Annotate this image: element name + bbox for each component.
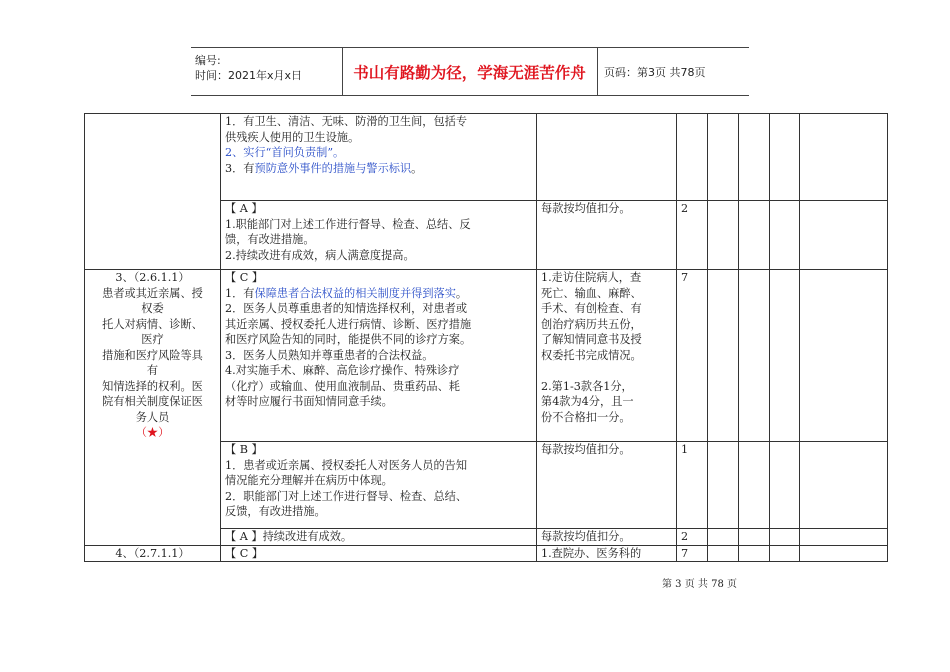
content-line: 【 A 】 — [225, 202, 263, 215]
page-number-label: 页码：第3页 共78页 — [604, 66, 706, 79]
content-line: 3．医务人员熟知并尊重患者的合法权益。 — [225, 348, 434, 362]
content-line: 1.职能部门对上述工作进行督导、检查、总结、反 — [225, 217, 471, 231]
content-line: 4.对实施手术、麻醉、高危诊疗操作、特殊诊疗 — [225, 364, 460, 377]
grade-cell — [708, 114, 739, 201]
content-line: 馈，有改进措施。 — [225, 233, 315, 246]
content-line: 2.持续改进有成效，病人满意度提高。 — [225, 248, 415, 262]
content-text: 。 — [455, 286, 468, 300]
time-label: 时间：2021年x月x日 — [195, 69, 303, 82]
method-cell — [537, 270, 677, 442]
grade-cell — [708, 270, 739, 442]
content-cell — [221, 114, 537, 201]
grade-cell — [739, 270, 770, 442]
content-line: 2．职能部门对上述工作进行督导、检查、总结、 — [225, 489, 468, 503]
grade-cell — [800, 545, 888, 562]
item-line: 医疗 — [141, 333, 164, 346]
grade-cell — [708, 442, 739, 529]
content-line: 2、实行“首问负责制”。 — [225, 146, 345, 159]
item-line: 院有相关制度保证医 — [102, 395, 203, 408]
content-line: （化疗）或输血、使用血液制品、贵重药品、耗 — [225, 379, 460, 393]
evaluation-table — [84, 113, 888, 562]
item-line: 托人对病情、诊断、 — [102, 317, 203, 331]
method-line: 权委托书完成情况。 — [541, 348, 642, 362]
grade-cell — [739, 529, 770, 546]
method-cell: 每款按均值扣分。 — [537, 529, 677, 546]
score-cell: 1 — [677, 442, 708, 529]
method-cell: 每款按均值扣分。 — [537, 442, 677, 529]
item-cell: 4、（2.7.1.1） — [85, 545, 221, 562]
content-cell: 【 C 】 — [221, 545, 537, 562]
content-line: 【 B 】 — [225, 443, 263, 456]
content-line: 1．有卫生、清洁、无味、防滑的卫生间，包括专 — [225, 115, 468, 128]
content-line: 1．患者或近亲属、授权委托人对医务人员的告知 — [225, 458, 468, 472]
item-cell — [85, 114, 221, 270]
table-row — [85, 114, 888, 201]
content-text: 1．有 — [225, 286, 255, 300]
method-line: 死亡、输血、麻醉、 — [541, 286, 642, 300]
grade-cell — [770, 545, 800, 562]
grade-cell — [739, 114, 770, 201]
method-spacer — [541, 363, 672, 379]
header-info — [195, 53, 302, 83]
grade-cell — [739, 545, 770, 562]
content-cell — [221, 270, 537, 442]
content-line — [225, 286, 532, 302]
method-cell — [537, 114, 677, 201]
item-line: 权委 — [141, 302, 164, 315]
method-line: 创治疗病历共五份， — [541, 317, 642, 331]
grade-cell — [708, 545, 739, 562]
table-row — [85, 545, 888, 562]
grade-cell — [800, 442, 888, 529]
grade-cell — [770, 529, 800, 546]
content-line: 和医疗风险告知的同时，能提供不同的诊疗方案。 — [225, 333, 472, 346]
score-cell: 7 — [677, 270, 708, 442]
content-cell — [221, 442, 537, 529]
content-line: 2．医务人员尊重患者的知情选择权利，对患者或 — [225, 302, 468, 315]
content-highlight: 保障患者合法权益的相关制度并得到落实 — [254, 286, 456, 300]
grade-cell — [739, 442, 770, 529]
score-cell: 2 — [677, 529, 708, 546]
content-line: 3．有预防意外事件的措施与警示标识。 — [225, 161, 423, 175]
content-cell — [221, 201, 537, 270]
score-cell: 2 — [677, 201, 708, 270]
method-line: 份不合格扣一分。 — [541, 410, 631, 424]
star-mark: （★） — [135, 426, 170, 439]
header-divider — [597, 48, 598, 95]
header-motto: 书山有路勤为径，学海无涯苦作舟 — [353, 63, 586, 82]
grade-cell — [708, 201, 739, 270]
grade-cell — [770, 442, 800, 529]
item-line: 务人员 — [135, 410, 170, 424]
score-cell: 7 — [677, 545, 708, 562]
score-cell — [677, 114, 708, 201]
grade-cell — [800, 201, 888, 270]
item-line: 知情选择的权利。医 — [102, 379, 203, 393]
grade-cell — [770, 270, 800, 442]
grade-cell — [708, 529, 739, 546]
method-line: 手术、有创检查、有 — [541, 302, 642, 315]
grade-cell — [770, 114, 800, 201]
method-cell: 1.查院办、医务科的 — [537, 545, 677, 562]
grade-cell — [800, 270, 888, 442]
item-line: 患者或其近亲属、授 — [102, 286, 203, 300]
method-line: 第4款为4分，且一 — [541, 395, 634, 408]
item-line: 措施和医疗风险等具 — [102, 348, 203, 362]
content-line: 材等时应履行书面知情同意手续。 — [225, 395, 393, 408]
method-line: 了解知情同意书及授 — [541, 333, 642, 346]
content-line: 其近亲属、授权委托人进行病情、诊断、医疗措施 — [225, 317, 472, 331]
content-line: 【 C 】 — [225, 271, 264, 284]
method-cell: 每款按均值扣分。 — [537, 201, 677, 270]
page-footer: 第 3 页 共 78 页 — [662, 579, 737, 590]
content-highlight: 预防意外事件的措施与警示标识 — [254, 161, 412, 175]
grade-cell — [800, 529, 888, 546]
content-cell: 【 A 】持续改进有成效。 — [221, 529, 537, 546]
content-line: 供残疾人使用的卫生设施。 — [225, 130, 360, 144]
item-cell — [85, 270, 221, 546]
grade-cell — [800, 114, 888, 201]
item-line: 3、（2.6.1.1） — [115, 271, 190, 284]
method-line: 2.第1-3款各1分， — [541, 379, 633, 393]
method-line: 1.走访住院病人，查 — [541, 271, 642, 284]
content-line: 反馈，有改进措施。 — [225, 505, 326, 518]
page-header — [191, 47, 749, 96]
table-row — [85, 270, 888, 442]
grade-cell — [770, 201, 800, 270]
grade-cell — [739, 201, 770, 270]
content-line: 情况能充分理解并在病历中体现。 — [225, 474, 393, 487]
item-line: 有 — [146, 364, 159, 377]
code-label: 编号: — [195, 54, 221, 67]
